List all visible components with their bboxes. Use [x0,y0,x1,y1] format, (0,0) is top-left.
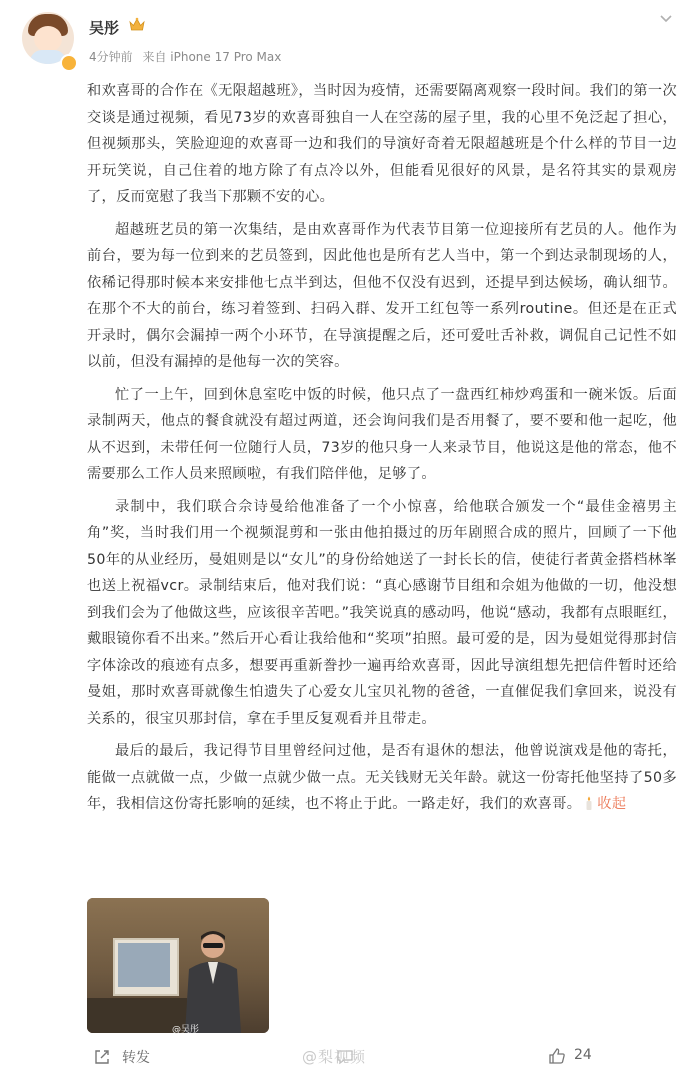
paragraph: 和欢喜哥的合作在《无限超越班》，当时因为疫情，还需要隔离观察一段时间。我们的第一次交谈是通过视频，看见73岁的欢喜哥独自一人在空荡的屋子里，我的心里不免泛起了担心，但视频那头，笑脸迎迎的欢喜哥一边和我们的导演好奇着无限超越班是个什么样的节目一边开玩笑说，自己住着的地方除了有点冷以外，但能看见很好的风景，是名符其实的景观房了，反而宽慰了我当下那颗不安的心。 [87,83,677,205]
post-footer [0,1043,690,1073]
collapse-link[interactable]: 收起 [597,796,627,812]
paragraph: 超越班艺员的第一次集结，是由欢喜哥作为代表节目第一位迎接所有艺员的人。他作为前台，要为每一位到来的艺员签到，因此他也是所有艺人当中，第一个到达录制现场的人，依稀记得那时候本来安排他七点半到达，但他不仅没有迟到，还提早到达候场，确认细节。在那个不大的前台，练习着签到、扫码入群、发开工红包等一系列routine。但还是在正式开录时，偶尔会漏掉一两个小环节，在导演提醒之后，还可爱吐舌补救，调侃自己记性不如以前，但没有漏掉的是他每一次的笑容。 [87,221,677,370]
video-watermark: @梨视频 [302,1048,367,1066]
last-paragraph [87,738,677,818]
post-body [87,78,677,818]
verified-badge-icon [60,54,78,72]
photo-watermark: @吴彤 [172,1025,200,1035]
post-time: 4分钟前 [89,50,133,64]
paragraph: 忙了一上午，回到休息室吃中饭的时候，他只点了一盘西红柿炒鸡蛋和一碗米饭。后面录制两天，他点的餐食就没有超过两道，还会询问我们是否用餐了，要不要和他一起吃，他从不迟到，未带任何一位随行人员，73岁的他只身一人来录节目，他说这是他的常态，他不需要那么工作人员来照顾啦，有我们陪伴他，足够了。 [87,386,677,482]
post-header [0,0,690,76]
paragraph: 录制中，我们联合佘诗曼给他准备了一个小惊喜，给他联合颁发一个“最佳金禧男主角”奖，当时我们用一个视频混剪和一张由他拍摄过的历年剧照合成的照片，回顾了一下他50年的从业经历，曼姐则是以“女儿”的身份给她送了一封长长的信，使徒行者黄金搭档林峯也送上祝福vcr。录制结束后，他对我们说：“真心感谢节目组和佘姐为他做的一切，他没想到我们会为了他做这些，应该很辛苦吧。”我笑说真的感动吗，他说“感动，我都有点眼眶红，戴眼镜你看不出来。”然后开心看让我给他和“奖项”拍照。最可爱的是，因为曼姐觉得那封信字体涂改的痕迹有点多，想要再重新誊抄一遍再给欢喜哥，因此导演组想先把信件暂时还给曼姐，那时欢喜哥就像生怕遗失了心爱女儿宝贝礼物的爸爸，一直催促我们拿回来，说没有关系的，很宝贝那封信，拿在手里反复观看并且带走。 [87,498,677,727]
repost-label: 转发 [122,1050,150,1066]
person-figure [179,924,249,1033]
crown-icon [128,16,146,34]
paragraph-text: 最后的最后，我记得节目里曾经问过他，是否有退休的想法，他曾说演戏是他的寄托，能做一点就做一点，少做一点就少做一点。无关钱财无关年龄。就这一份寄托他坚持了50多年，我相信这份寄托影响的延续，也不将止于此。一路走好，我们的欢喜哥。 [87,743,677,812]
post-source: 来自 iPhone 17 Pro Max [142,50,282,64]
candle-emoji [583,796,595,810]
author-name[interactable]: 吴彤 [89,19,120,37]
thumbs-up-icon [548,1047,566,1065]
chevron-down-icon[interactable] [658,10,674,26]
repost-icon [94,1049,110,1065]
post-photo[interactable] [87,898,269,1033]
post-meta [89,48,287,65]
like-count: 24 [574,1047,592,1063]
